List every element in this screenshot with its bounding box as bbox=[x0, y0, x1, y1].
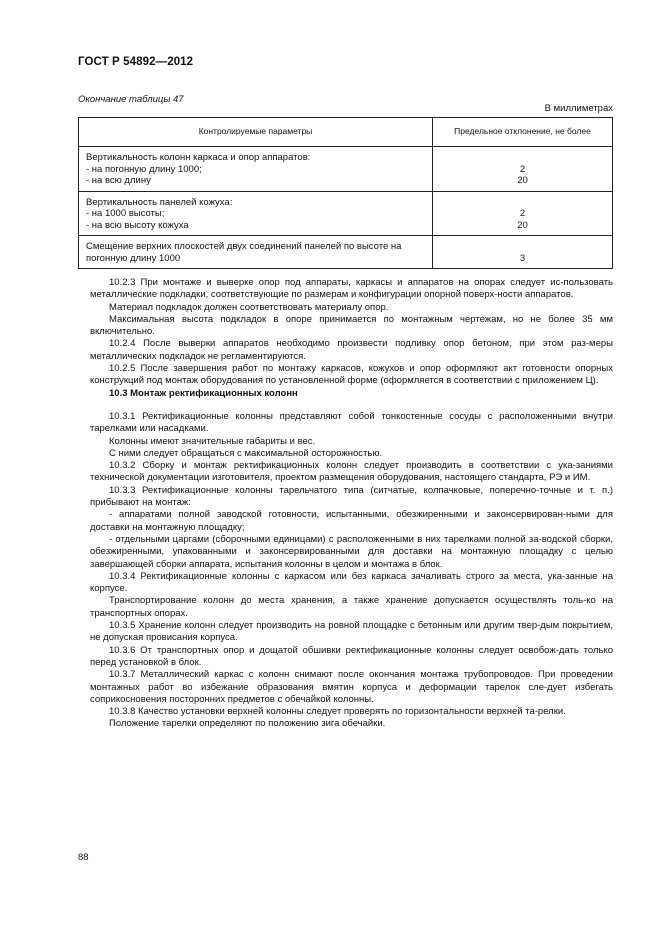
value-line: 3 bbox=[519, 252, 526, 264]
paragraph: 10.2.5 После завершения работ по монтажу каркасов, кожухов и опор оформляют акт готовности опорных конструкций под монтаж оборудования по установленной форме (оформляется в соответствии с приложением Ц). bbox=[90, 363, 613, 387]
param-line: - на всю длину bbox=[86, 175, 151, 186]
param-line: Вертикальность панелей кожуха: bbox=[86, 196, 233, 208]
paragraph: 10.3.2 Сборку и монтаж ректификационных колонн следует производить в соответствии с ука-заниями технической документации изготовителя, проектом размещения оборудования, настоящего стандарта, РЭ и ИМ. bbox=[90, 460, 613, 484]
param-line: - на всю высоту кожуха bbox=[86, 219, 189, 231]
table-row bbox=[79, 191, 613, 236]
paragraph: Колонны имеют значительные габариты и вес. bbox=[109, 435, 316, 447]
value-cell bbox=[433, 147, 613, 192]
table-caption: Окончание таблицы 47 bbox=[78, 94, 184, 105]
table-units: В миллиметрах bbox=[544, 103, 613, 114]
value-line: 2 bbox=[519, 208, 526, 219]
value-line bbox=[437, 197, 608, 209]
document-body bbox=[90, 277, 613, 731]
table-row bbox=[79, 236, 613, 269]
paragraph: С ними следует обращаться с максимальной осторожностью. bbox=[109, 447, 383, 459]
paragraph: - отдельными царгами (сборочными единицами) с расположенными в них тарелками полной за-водской сборки, обезжиренными, упакованными и законсервированными для доставки на монтажную площадку с целью завершающей сборки аппарата, испытания колонны в целом и монтажа в блок. bbox=[90, 533, 613, 570]
param-cell bbox=[79, 147, 433, 192]
document-header: ГОСТ Р 54892—2012 bbox=[78, 56, 194, 68]
value-line: 20 bbox=[517, 219, 528, 231]
param-line: - на 1000 высоты; bbox=[86, 208, 165, 219]
paragraph: - аппаратами полной заводской готовности, испытанными, обезжиренными и законсервирован-ными для доставки на монтажную площадку; bbox=[90, 509, 613, 533]
value-line: 2 bbox=[519, 163, 526, 175]
tolerance-table bbox=[78, 117, 613, 269]
paragraph: Транспортирование колонн до места хранения, а также хранение допускается осуществлять толь-ко на транспортных опорах. bbox=[90, 595, 613, 619]
paragraph: 10.3.8 Качество установки верхней колонны следует проверять по горизонтальности верхней та-релки. bbox=[109, 706, 566, 718]
paragraph: 10.3.3 Ректификационные колонны тарельчатого типа (ситчатые, колпачковые, поперечно-точные и т. п.) прибывают на монтаж: bbox=[90, 484, 613, 509]
paragraph: Материал подкладок должен соответствовать материалу опор. bbox=[109, 301, 389, 313]
value-line: 20 bbox=[517, 175, 528, 186]
paragraph: 10.3.1 Ректификационные колонны представляют собой тонкостенные сосуды с расположенными внутри тарелками или насадками. bbox=[90, 410, 613, 435]
page-number: 88 bbox=[78, 852, 89, 863]
param-line: - на погонную длину 1000; bbox=[86, 163, 202, 175]
param-line: Смещение верхних плоскостей двух соединений панелей по высоте на bbox=[86, 241, 402, 252]
paragraph: 10.2.4 После выверки аппаратов необходимо произвести подливку опор бетоном, при этом раз-меры металлических подкладок не регламентируются. bbox=[90, 338, 613, 362]
table-row bbox=[79, 147, 613, 192]
value-line bbox=[437, 152, 608, 164]
paragraph: 10.3.7 Металлический каркас с колонн снимают после окончания монтажа трубопроводов. При проведении монтажных работ во избежание образования вмятин корпуса и деформации тарелок сле-дует избегать соприкосновения посторонних предметов с обечайкой колонны. bbox=[90, 669, 613, 705]
paragraph: 10.2.3 При монтаже и выверке опор под аппараты, каркасы и аппаратов на опорах следует ис-пользовать металлические подкладки, соответствующие по размерам и конфигурации опорной поверх-ности аппаратов. bbox=[90, 277, 613, 301]
param-line: погонную длину 1000 bbox=[86, 252, 181, 264]
value-cell bbox=[433, 236, 613, 269]
value-line bbox=[437, 241, 608, 253]
param-cell bbox=[79, 236, 433, 269]
section-title: 10.3 Монтаж ректификационных колонн bbox=[109, 387, 298, 399]
paragraph: 10.3.6 От транспортных опор и дощатой обшивки ректификационные колонны следует освобож-дать только перед установкой в блок. bbox=[90, 644, 613, 668]
param-cell bbox=[79, 191, 433, 236]
column-header-params: Контролируемые параметры bbox=[79, 118, 433, 147]
paragraph: 10.3.5 Хранение колонн следует производить на ровной площадке с бетонным или другим твер-дым покрытием, не допуская провисания корпуса. bbox=[90, 620, 613, 644]
paragraph: Максимальная высота подкладок в опоре принимается по монтажным чертежам, но не более 35 мм включительно. bbox=[90, 313, 613, 338]
column-header-deviation: Предельное отклонение, не более bbox=[433, 118, 613, 147]
paragraph: Положение тарелки определяют по положению зига обечайки. bbox=[109, 718, 386, 730]
paragraph: 10.3.4 Ректификационные колонны с каркасом или без каркаса зачаливать строго за места, ука-занные на корпусе. bbox=[90, 570, 613, 595]
param-line: Вертикальность колонн каркаса и опор аппаратов: bbox=[86, 152, 311, 163]
table-header-row bbox=[79, 118, 613, 147]
value-cell bbox=[433, 191, 613, 236]
